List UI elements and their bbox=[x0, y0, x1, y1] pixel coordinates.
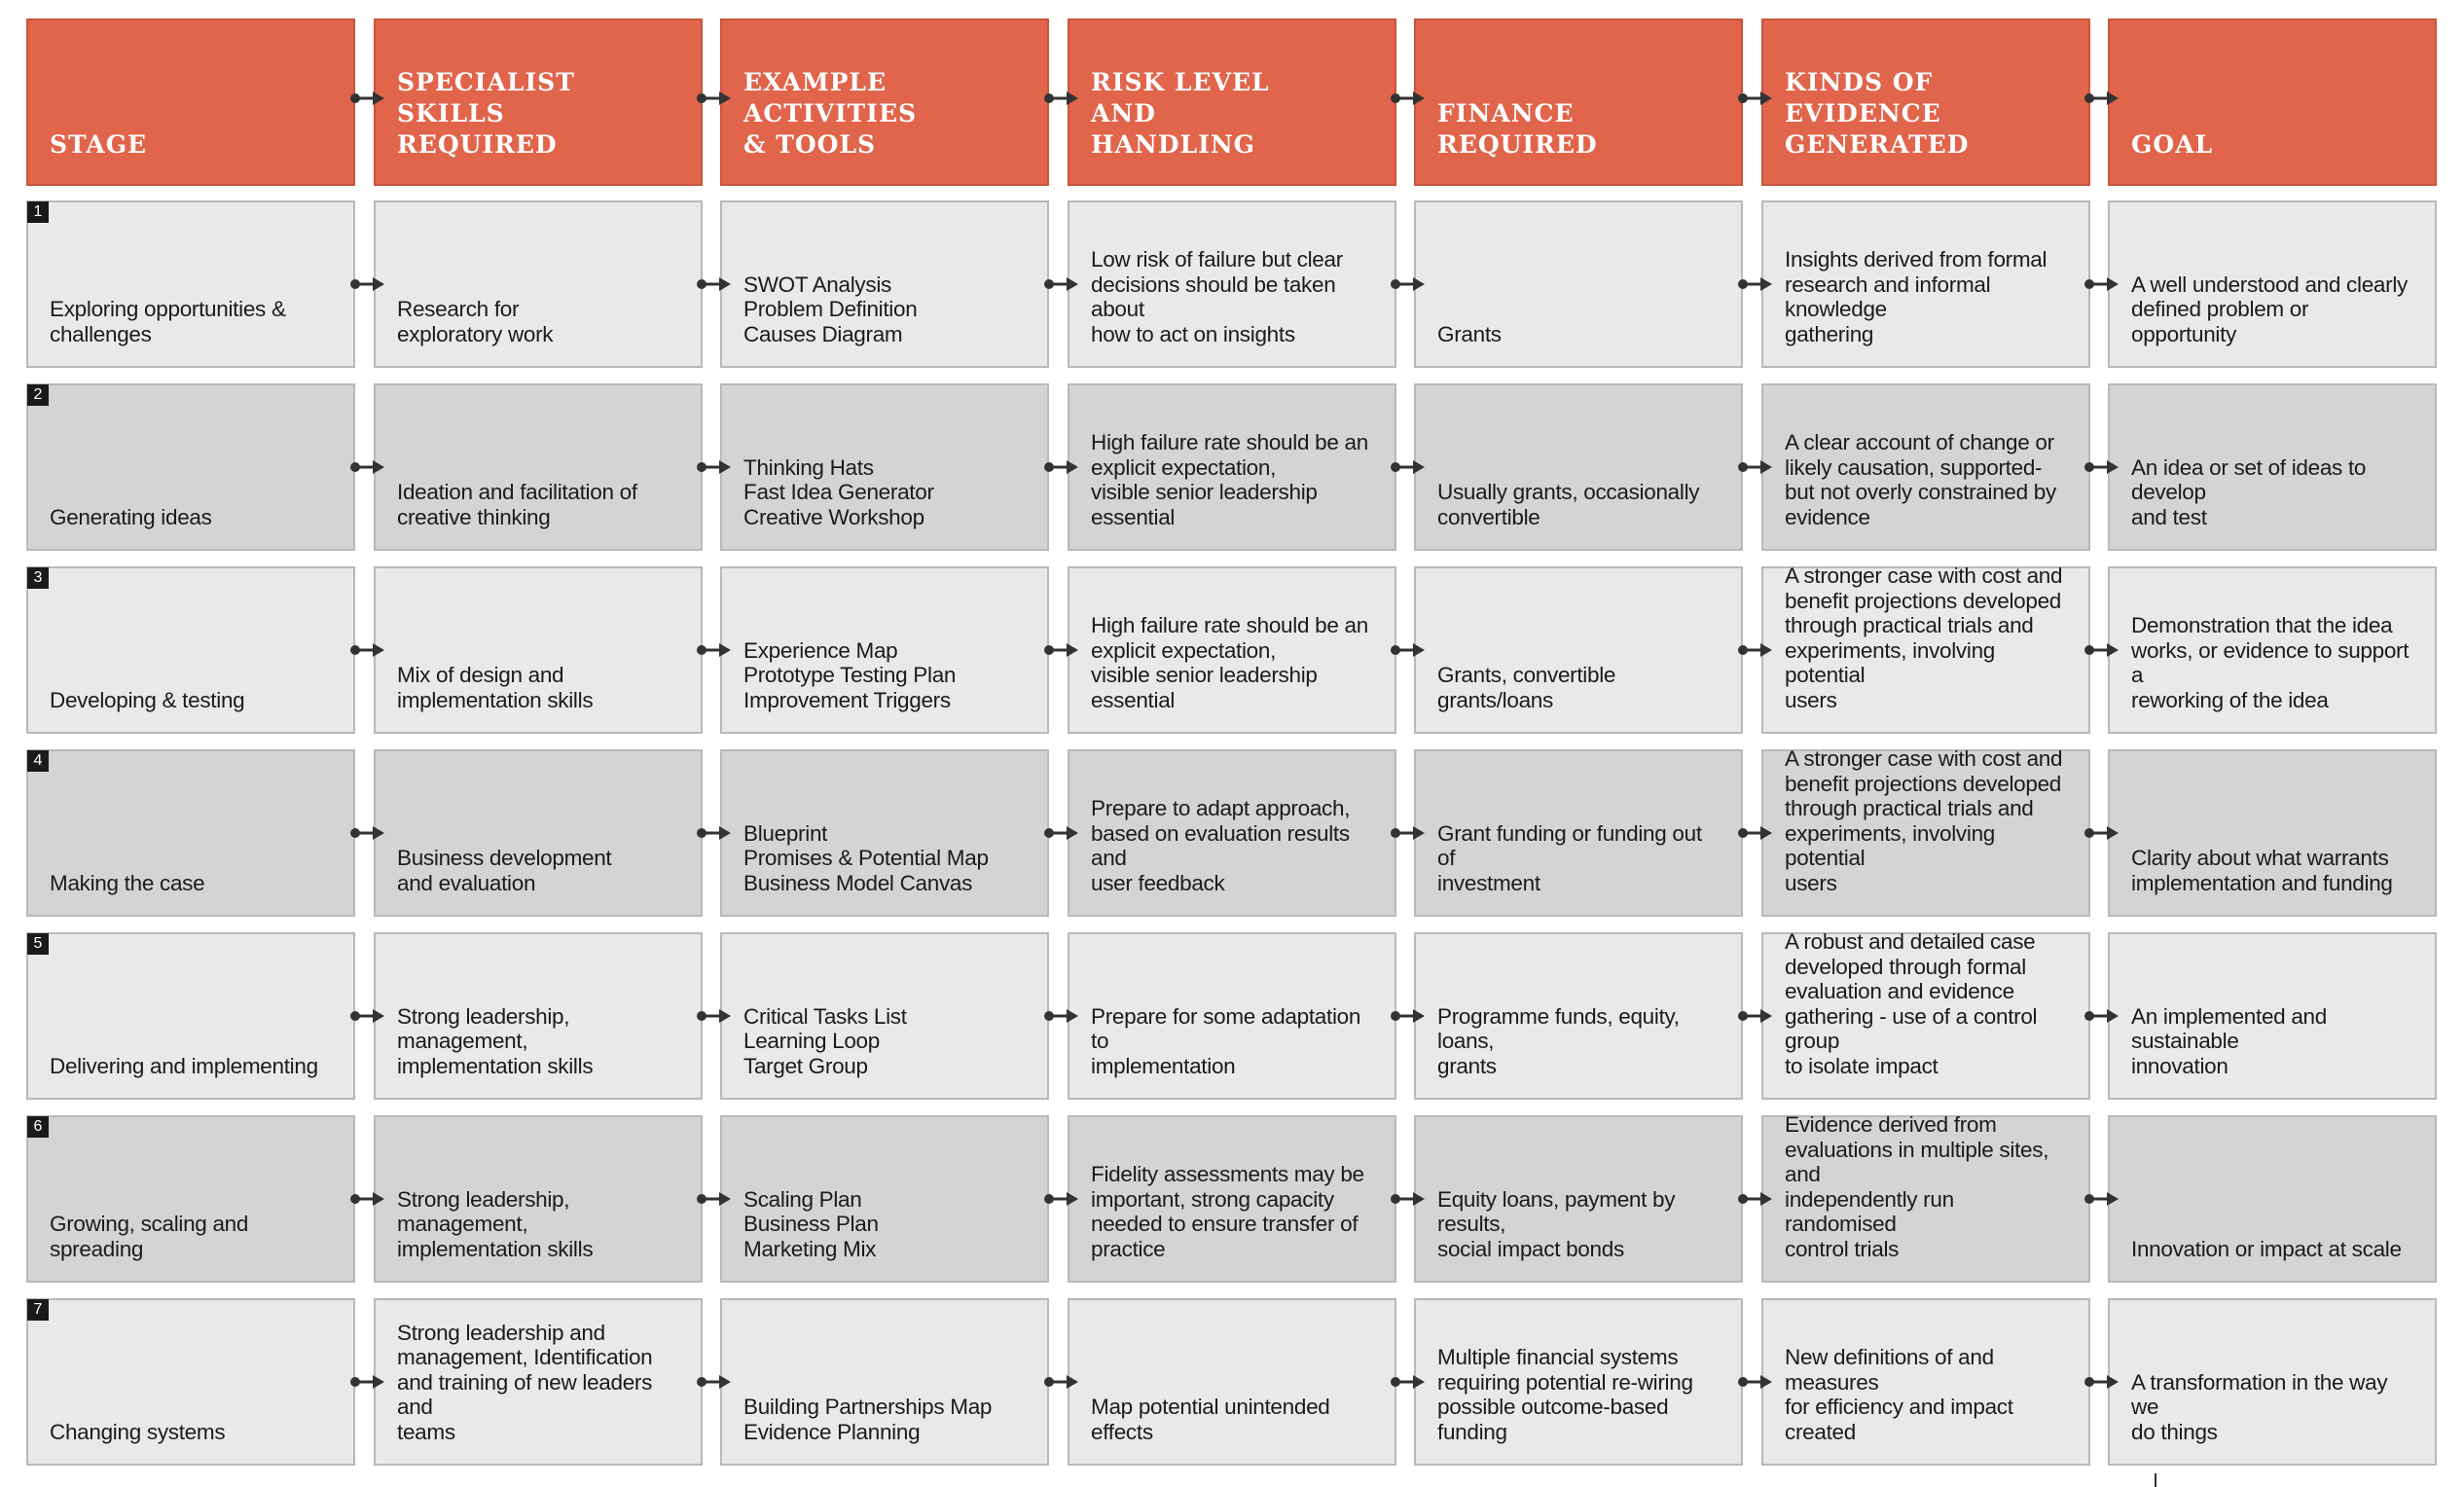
stage-number-badge: 3 bbox=[27, 567, 49, 589]
header-activities bbox=[720, 18, 1049, 186]
arrow-head-icon bbox=[373, 277, 384, 291]
cell-text: Blueprint Promises & Potential Map Business Model Canvas bbox=[743, 820, 989, 895]
row-connector-arrow bbox=[1390, 1006, 1429, 1026]
row-connector-arrow bbox=[2084, 823, 2122, 843]
cell-text: An implemented and sustainable innovation bbox=[2131, 1003, 2327, 1078]
row-connector-arrow bbox=[1043, 1189, 1082, 1209]
arrow-head-icon bbox=[1760, 1192, 1772, 1206]
row-connector-arrow bbox=[696, 274, 735, 294]
arrow-head-icon bbox=[2107, 277, 2119, 291]
arrow-head-icon bbox=[719, 643, 731, 657]
row-connector-arrow bbox=[696, 1006, 735, 1026]
arrow-head-icon bbox=[373, 826, 384, 840]
row-connector-arrow bbox=[1043, 823, 1082, 843]
cell-text: A well understood and clearly defined problem or opportunity bbox=[2131, 272, 2408, 346]
cell-text: Map potential unintended effects bbox=[1091, 1395, 1330, 1444]
cell-finance bbox=[1414, 932, 1743, 1100]
header-connector-arrow bbox=[349, 89, 388, 108]
cell-text: Usually grants, occasionally convertible bbox=[1437, 480, 1700, 529]
row-connector-arrow bbox=[2084, 274, 2122, 294]
cell-evidence bbox=[1761, 929, 2090, 1100]
row-connector-arrow bbox=[1390, 457, 1429, 477]
cell-goal bbox=[2108, 1298, 2437, 1466]
cell-text: Research for exploratory work bbox=[397, 297, 554, 346]
header-label: KINDS OF EVIDENCE GENERATED bbox=[1785, 68, 1970, 159]
arrow-head-icon bbox=[1760, 1375, 1772, 1389]
arrow-head-icon bbox=[2107, 460, 2119, 474]
cell-text: SWOT Analysis Problem Definition Causes Diagram bbox=[743, 272, 918, 346]
arrow-head-icon bbox=[373, 1009, 384, 1023]
stage-number-badge: 1 bbox=[27, 201, 49, 223]
header-connector-arrow bbox=[1390, 89, 1429, 108]
cell-skills bbox=[374, 749, 703, 917]
header-risk bbox=[1068, 18, 1396, 186]
arrow-head-icon bbox=[1067, 1375, 1078, 1389]
cell-text: Prepare to adapt approach, based on evaluation results and user feedback bbox=[1091, 796, 1351, 895]
arrow-head-icon bbox=[373, 643, 384, 657]
row-connector-arrow bbox=[349, 1372, 388, 1392]
cell-evidence bbox=[1761, 1112, 2090, 1283]
cell-goal bbox=[2108, 1115, 2437, 1283]
arrow-head-icon bbox=[719, 826, 731, 840]
row-connector-arrow bbox=[1043, 1372, 1082, 1392]
arrow-head-icon bbox=[2107, 1192, 2119, 1206]
cell-text: Strong leadership and management, Identification and training of new leaders and teams bbox=[397, 1320, 653, 1444]
cell-risk bbox=[1068, 932, 1396, 1100]
arrow-head-icon bbox=[1413, 643, 1425, 657]
cell-activities bbox=[720, 566, 1049, 734]
arrow-head-icon bbox=[2107, 643, 2119, 657]
arrow-head-icon bbox=[1413, 460, 1425, 474]
cell-text: Prepare for some adaptation to implementation bbox=[1091, 1003, 1361, 1078]
cell-skills bbox=[374, 1298, 703, 1466]
row-connector-arrow bbox=[696, 823, 735, 843]
row-connector-arrow bbox=[2084, 1372, 2122, 1392]
cell-text: Low risk of failure but clear decisions should be taken about how to act on insights bbox=[1091, 247, 1343, 346]
cell-text: Developing & testing bbox=[50, 687, 245, 712]
arrow-head-icon bbox=[719, 91, 731, 105]
cell-skills bbox=[374, 1115, 703, 1283]
cell-text: A stronger case with cost and benefit projections developed through practical trials and experiments, involving potential users bbox=[1785, 563, 2063, 712]
cell-finance bbox=[1414, 200, 1743, 368]
header-connector-arrow bbox=[1043, 89, 1082, 108]
arrow-head-icon bbox=[1067, 277, 1078, 291]
cell-text: Delivering and implementing bbox=[50, 1053, 318, 1078]
cell-stage bbox=[26, 383, 355, 551]
cell-text: Critical Tasks List Learning Loop Target Group bbox=[743, 1003, 907, 1078]
cell-text: Exploring opportunities & challenges bbox=[50, 297, 286, 346]
header-connector-arrow bbox=[1737, 89, 1776, 108]
cell-text: Multiple financial systems requiring potential re-wiring possible outcome-based funding bbox=[1437, 1345, 1693, 1444]
cell-text: An idea or set of ideas to develop and test bbox=[2131, 454, 2367, 529]
row-connector-arrow bbox=[349, 640, 388, 660]
cell-text: New definitions of and measures for efficiency and impact created bbox=[1785, 1345, 2013, 1444]
cell-text: Ideation and facilitation of creative thinking bbox=[397, 480, 637, 529]
arrow-head-icon bbox=[2107, 826, 2119, 840]
arrow-head-icon bbox=[719, 1192, 731, 1206]
cell-text: Business development and evaluation bbox=[397, 846, 612, 895]
cell-goal bbox=[2108, 566, 2437, 734]
arrow-head-icon bbox=[1760, 277, 1772, 291]
arrow-head-icon bbox=[1413, 277, 1425, 291]
row-connector-arrow bbox=[2084, 1189, 2122, 1209]
cell-text: Evidence derived from evaluations in multiple sites, and independently run randomised control trials bbox=[1785, 1112, 2049, 1261]
header-skills bbox=[374, 18, 703, 186]
row-connector-arrow bbox=[1043, 274, 1082, 294]
arrow-head-icon bbox=[719, 1009, 731, 1023]
arrow-head-icon bbox=[1760, 826, 1772, 840]
cell-activities bbox=[720, 932, 1049, 1100]
cell-evidence bbox=[1761, 746, 2090, 917]
stage-number-badge: 4 bbox=[27, 750, 49, 772]
arrow-head-icon bbox=[373, 1192, 384, 1206]
stage-number-badge: 2 bbox=[27, 384, 49, 406]
cell-stage bbox=[26, 200, 355, 368]
cell-risk bbox=[1068, 566, 1396, 734]
cell-finance bbox=[1414, 566, 1743, 734]
header-connector-arrow bbox=[696, 89, 735, 108]
cell-finance bbox=[1414, 383, 1743, 551]
cell-text: A transformation in the way we do things bbox=[2131, 1369, 2388, 1444]
arrow-head-icon bbox=[1760, 460, 1772, 474]
row-connector-arrow bbox=[696, 457, 735, 477]
cell-goal bbox=[2108, 932, 2437, 1100]
header-label: SPECIALIST SKILLS REQUIRED bbox=[397, 68, 575, 159]
cell-text: Thinking Hats Fast Idea Generator Creative Workshop bbox=[743, 454, 934, 529]
cell-finance bbox=[1414, 1115, 1743, 1283]
arrow-head-icon bbox=[719, 1375, 731, 1389]
cell-text: High failure rate should be an explicit expectation, visible senior leadership essential bbox=[1091, 613, 1368, 712]
cell-text: Mix of design and implementation skills bbox=[397, 663, 594, 712]
cell-stage bbox=[26, 1298, 355, 1466]
cell-text: Innovation or impact at scale bbox=[2131, 1236, 2402, 1261]
cell-text: High failure rate should be an explicit expectation, visible senior leadership essential bbox=[1091, 430, 1368, 529]
row-connector-arrow bbox=[1390, 1372, 1429, 1392]
row-connector-arrow bbox=[349, 457, 388, 477]
cell-text: Generating ideas bbox=[50, 504, 212, 529]
cell-text: Strong leadership, management, implementation skills bbox=[397, 1186, 594, 1261]
cell-text: Grants, convertible grants/loans bbox=[1437, 663, 1616, 712]
row-connector-arrow bbox=[696, 1372, 735, 1392]
cell-activities bbox=[720, 1115, 1049, 1283]
cell-activities bbox=[720, 1298, 1049, 1466]
row-connector-arrow bbox=[2084, 640, 2122, 660]
arrow-head-icon bbox=[719, 460, 731, 474]
cell-text: A robust and detailed case developed through formal evaluation and evidence gathering - use of a control group to isolate impact bbox=[1785, 929, 2038, 1078]
row-connector-arrow bbox=[1043, 640, 1082, 660]
row-connector-arrow bbox=[696, 640, 735, 660]
row-connector-arrow bbox=[1737, 823, 1776, 843]
arrow-head-icon bbox=[373, 460, 384, 474]
cell-text: Demonstration that the idea works, or evidence to support a reworking of the idea bbox=[2131, 613, 2410, 712]
cell-text: Experience Map Prototype Testing Plan Improvement Triggers bbox=[743, 637, 957, 712]
cell-text: Making the case bbox=[50, 870, 205, 895]
arrow-head-icon bbox=[719, 277, 731, 291]
header-finance bbox=[1414, 18, 1743, 186]
header-label: GOAL bbox=[2131, 130, 2214, 159]
row-connector-arrow bbox=[2084, 1006, 2122, 1026]
cell-goal bbox=[2108, 383, 2437, 551]
arrow-head-icon bbox=[373, 1375, 384, 1389]
arrow-head-icon bbox=[1413, 1009, 1425, 1023]
row-connector-arrow bbox=[1737, 274, 1776, 294]
arrow-head-icon bbox=[1760, 91, 1772, 105]
cell-goal bbox=[2108, 200, 2437, 368]
cell-stage bbox=[26, 749, 355, 917]
cell-evidence bbox=[1761, 383, 2090, 551]
cell-risk bbox=[1068, 200, 1396, 368]
cell-skills bbox=[374, 932, 703, 1100]
cell-activities bbox=[720, 749, 1049, 917]
arrow-head-icon bbox=[1067, 643, 1078, 657]
arrow-head-icon bbox=[1067, 91, 1078, 105]
cell-text: Insights derived from formal research and informal knowledge gathering bbox=[1785, 247, 2047, 346]
row-connector-arrow bbox=[1390, 1189, 1429, 1209]
row-connector-arrow bbox=[1737, 1006, 1776, 1026]
cell-stage bbox=[26, 566, 355, 734]
header-evidence bbox=[1761, 18, 2090, 186]
row-connector-arrow bbox=[1043, 1006, 1082, 1026]
cell-finance bbox=[1414, 749, 1743, 917]
arrow-head-icon bbox=[2107, 1009, 2119, 1023]
arrow-head-icon bbox=[1413, 91, 1425, 105]
cell-evidence bbox=[1761, 200, 2090, 368]
cell-skills bbox=[374, 200, 703, 368]
cell-goal bbox=[2108, 749, 2437, 917]
row-connector-arrow bbox=[1390, 823, 1429, 843]
arrow-head-icon bbox=[1067, 826, 1078, 840]
row-connector-arrow bbox=[349, 1006, 388, 1026]
stage-number-badge: 7 bbox=[27, 1299, 49, 1321]
row-connector-arrow bbox=[1737, 1189, 1776, 1209]
cell-text: A stronger case with cost and benefit projections developed through practical trials and experiments, involving potential users bbox=[1785, 746, 2063, 895]
cell-text: Growing, scaling and spreading bbox=[50, 1212, 249, 1261]
arrow-head-icon bbox=[1413, 1192, 1425, 1206]
cell-evidence bbox=[1761, 563, 2090, 734]
bottom-tick bbox=[2155, 1473, 2156, 1487]
arrow-head-icon bbox=[1067, 460, 1078, 474]
header-connector-arrow bbox=[2084, 89, 2122, 108]
cell-text: Changing systems bbox=[50, 1419, 226, 1444]
stage-number-badge: 5 bbox=[27, 933, 49, 955]
cell-text: Grant funding or funding out of investment bbox=[1437, 820, 1702, 895]
cell-text: Clarity about what warrants implementation and funding bbox=[2131, 846, 2393, 895]
cell-stage bbox=[26, 1115, 355, 1283]
cell-risk bbox=[1068, 383, 1396, 551]
header-label: FINANCE REQUIRED bbox=[1437, 99, 1598, 159]
row-connector-arrow bbox=[1043, 457, 1082, 477]
header-label: EXAMPLE ACTIVITIES & TOOLS bbox=[743, 68, 918, 159]
row-connector-arrow bbox=[1390, 640, 1429, 660]
cell-risk bbox=[1068, 749, 1396, 917]
cell-text: Building Partnerships Map Evidence Planning bbox=[743, 1395, 993, 1444]
arrow-head-icon bbox=[1413, 1375, 1425, 1389]
row-connector-arrow bbox=[1737, 640, 1776, 660]
header-label: RISK LEVEL AND HANDLING bbox=[1091, 68, 1270, 159]
cell-stage bbox=[26, 932, 355, 1100]
header-stage bbox=[26, 18, 355, 186]
cell-risk bbox=[1068, 1115, 1396, 1283]
cell-finance bbox=[1414, 1298, 1743, 1466]
row-connector-arrow bbox=[2084, 457, 2122, 477]
row-connector-arrow bbox=[1737, 457, 1776, 477]
arrow-head-icon bbox=[1067, 1009, 1078, 1023]
cell-text: Equity loans, payment by results, social impact bonds bbox=[1437, 1186, 1676, 1261]
stage-number-badge: 6 bbox=[27, 1116, 49, 1138]
cell-text: Strong leadership, management, implementation skills bbox=[397, 1003, 594, 1078]
header-goal bbox=[2108, 18, 2437, 186]
cell-risk bbox=[1068, 1298, 1396, 1466]
row-connector-arrow bbox=[349, 274, 388, 294]
cell-text: Scaling Plan Business Plan Marketing Mix bbox=[743, 1186, 879, 1261]
row-connector-arrow bbox=[1390, 274, 1429, 294]
arrow-head-icon bbox=[373, 91, 384, 105]
arrow-head-icon bbox=[1413, 826, 1425, 840]
cell-text: Programme funds, equity, loans, grants bbox=[1437, 1003, 1680, 1078]
row-connector-arrow bbox=[349, 1189, 388, 1209]
arrow-head-icon bbox=[1067, 1192, 1078, 1206]
cell-text: A clear account of change or likely causation, supported- but not overly constrained by evidence bbox=[1785, 430, 2056, 529]
header-label: STAGE bbox=[50, 130, 148, 159]
row-connector-arrow bbox=[696, 1189, 735, 1209]
row-connector-arrow bbox=[349, 823, 388, 843]
cell-activities bbox=[720, 383, 1049, 551]
cell-text: Fidelity assessments may be important, strong capacity needed to ensure transfer of practice bbox=[1091, 1162, 1364, 1261]
cell-evidence bbox=[1761, 1298, 2090, 1466]
cell-skills bbox=[374, 566, 703, 734]
cell-skills bbox=[374, 383, 703, 551]
arrow-head-icon bbox=[1760, 1009, 1772, 1023]
arrow-head-icon bbox=[2107, 91, 2119, 105]
arrow-head-icon bbox=[1760, 643, 1772, 657]
row-connector-arrow bbox=[1737, 1372, 1776, 1392]
arrow-head-icon bbox=[2107, 1375, 2119, 1389]
cell-text: Grants bbox=[1437, 321, 1502, 346]
cell-activities bbox=[720, 200, 1049, 368]
